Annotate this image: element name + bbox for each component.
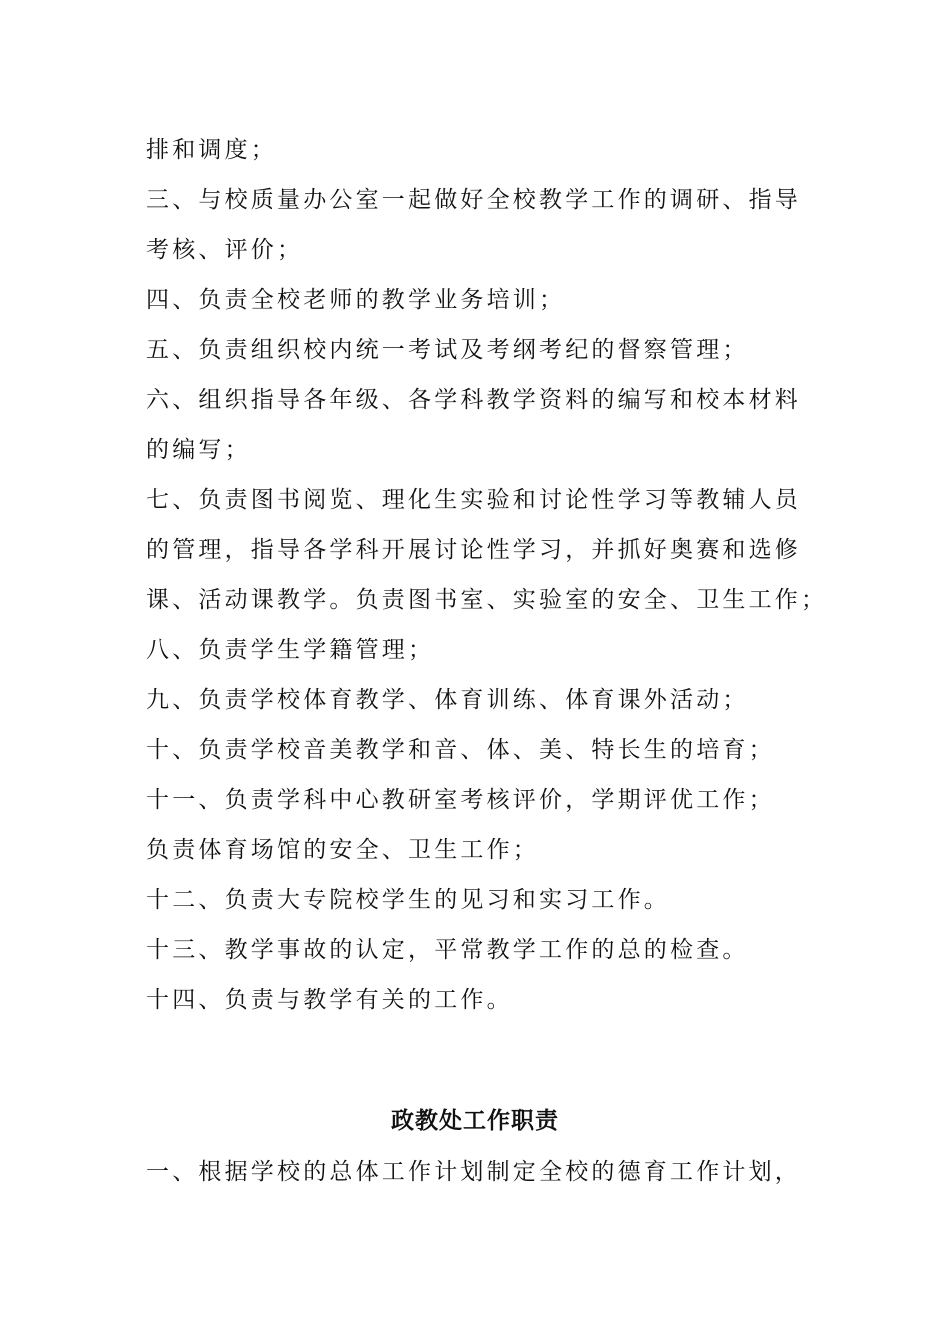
text-line: 十二、负责大专院校学生的见习和实习工作。	[146, 887, 670, 913]
text-line: 十四、负责与教学有关的工作。	[146, 987, 513, 1013]
text-line: 四、负责全校老师的教学业务培训；	[146, 287, 566, 313]
text-line: 课、活动课教学。负责图书室、实验室的安全、卫生工作；	[146, 587, 828, 613]
text-line: 八、负责学生学籍管理；	[146, 637, 435, 663]
text-line: 九、负责学校体育教学、体育训练、体育课外活动；	[146, 687, 749, 713]
text-line: 五、负责组织校内统一考试及考纲考纪的督察管理；	[146, 337, 749, 363]
text-line: 十一、负责学科中心教研室考核评价，学期评优工作；	[146, 787, 775, 813]
text-line: 六、组织指导各年级、各学科教学资料的编写和校本材料	[146, 387, 801, 413]
text-line: 十、负责学校音美教学和音、体、美、特长生的培育；	[146, 737, 775, 763]
text-line: 的编写；	[146, 437, 251, 463]
text-line: 十三、教学事故的认定，平常教学工作的总的检查。	[146, 937, 749, 963]
text-line: 负责体育场馆的安全、卫生工作；	[146, 837, 539, 863]
text-line: 七、负责图书阅览、理化生实验和讨论性学习等教辅人员	[146, 487, 801, 513]
text-line: 三、与校质量办公室一起做好全校教学工作的调研、指导	[146, 187, 801, 213]
text-line: 的管理，指导各学科开展讨论性学习，并抓好奥赛和选修	[146, 537, 801, 563]
text-line: 考核、评价；	[146, 237, 304, 263]
text-line: 排和调度；	[146, 137, 277, 163]
section-title: 政教处工作职责	[391, 1107, 559, 1134]
text-line: 一、根据学校的总体工作计划制定全校的德育工作计划，	[146, 1159, 801, 1185]
